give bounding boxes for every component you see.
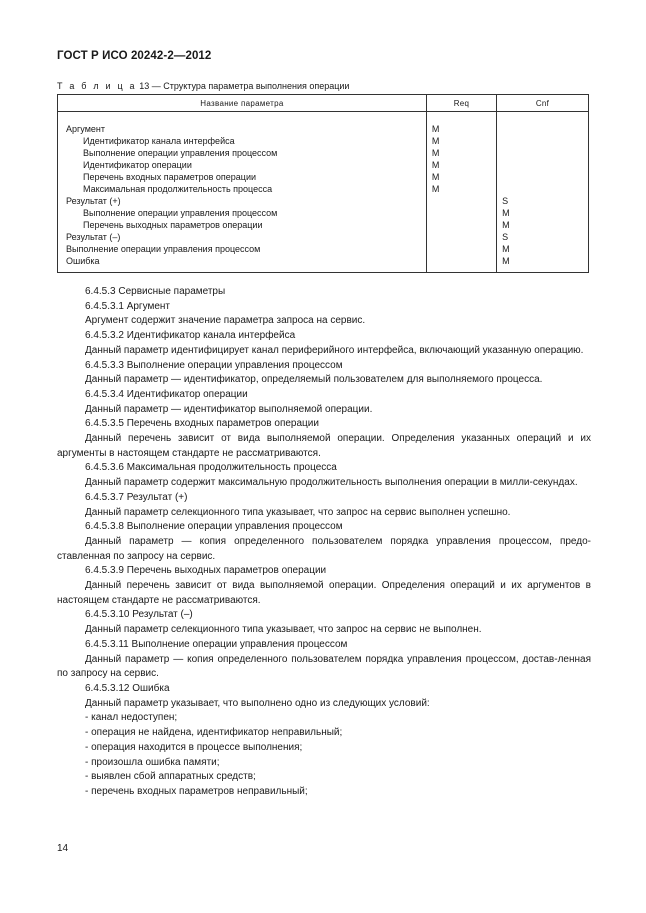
parameter-name: Перечень входных параметров операции: [83, 172, 257, 182]
paragraph: 6.4.5.3.3 Выполнение операции управления процессом: [85, 359, 343, 371]
parameter-name: Перечень выходных параметров операции: [83, 220, 263, 230]
paragraph: 6.4.5.3.8 Выполнение операции управления процессом: [85, 521, 343, 533]
req-value: [427, 243, 496, 255]
cnf-value: [497, 123, 588, 135]
paragraph: 6.4.5.3.1 Аргумент: [85, 300, 171, 312]
cnf-value: [497, 171, 588, 183]
paragraph: Данный параметр — копия определенного пользователем порядка управления процессом, достав-ленная по запросу на сервис.: [57, 653, 591, 680]
cnf-column-cell: [497, 112, 589, 273]
paragraph: Данный параметр указывает, что выполнено одно из следующих условий:: [85, 697, 430, 709]
parameter-name: Аргумент: [66, 124, 105, 134]
req-value: M: [431, 136, 440, 146]
paragraph: 6.4.5.3.9 Перечень выходных параметров операции: [85, 565, 327, 577]
paragraph: Данный параметр идентифицирует канал периферийного интерфейса, включающий указанную операцию.: [85, 344, 584, 356]
cnf-value: [497, 135, 588, 147]
paragraph: 6.4.5.3.11 Выполнение операции управления процессом: [85, 638, 348, 650]
req-value: [427, 255, 496, 267]
req-value: M: [431, 172, 440, 182]
cnf-value: M: [502, 256, 510, 266]
req-value: M: [431, 148, 440, 158]
paragraph: 6.4.5.3.12 Ошибка: [85, 682, 170, 694]
paragraph: Данный параметр — копия определенного пользователем порядка управления процессом, предо-ставленная по запросу на сервис.: [57, 535, 591, 562]
parameter-name: Максимальная продолжительность процесса: [83, 184, 273, 194]
req-value: [427, 195, 496, 207]
paragraph: Данный параметр — идентификатор, определяемый пользователем для выполняемого процесса.: [85, 374, 543, 386]
cnf-value: M: [502, 208, 510, 218]
paragraph: Данный перечень зависит от вида выполняемой операции. Определения указанных операций и их аргументы в настоящем стандарте не рассматриваются.: [57, 433, 591, 459]
paragraph: 6.4.5.3.10 Результат (–): [85, 609, 193, 621]
paragraph: Данный параметр содержит максимальную продолжительность выполнения операции в милли-секундах.: [85, 477, 578, 489]
column-header-cnf: Cnf: [497, 95, 589, 112]
parameter-name: Результат (–): [66, 232, 121, 242]
parameter-name: Результат (+): [66, 196, 121, 206]
req-value: [427, 207, 496, 219]
parameter-name: Идентификатор операции: [83, 160, 192, 170]
document-body: [57, 285, 591, 800]
parameter-structure-table: [57, 94, 589, 273]
name-column-cell: [58, 112, 427, 273]
req-value: M: [431, 160, 440, 170]
req-value: [427, 231, 496, 243]
column-header-req: Req: [426, 95, 496, 112]
parameter-name: Выполнение операции управления процессом: [83, 208, 278, 218]
paragraph: - операция находится в процессе выполнения;: [85, 741, 303, 753]
cnf-value: M: [502, 244, 510, 254]
cnf-value: M: [502, 220, 510, 230]
parameter-name: Выполнение операции управления процессом: [66, 244, 261, 254]
table-body-row: [58, 112, 589, 273]
paragraph: - перечень входных параметров неправильный;: [85, 785, 308, 797]
table-caption-title: 13 — Структура параметра выполнения операции: [136, 81, 350, 91]
paragraph: 6.4.5.3.4 Идентификатор операции: [85, 388, 248, 400]
cnf-value: [497, 147, 588, 159]
paragraph: - канал недоступен;: [85, 712, 178, 724]
table-header-row: [58, 95, 589, 112]
paragraph: 6.4.5.3.6 Максимальная продолжительность процесса: [85, 462, 337, 474]
paragraph: 6.4.5.3.7 Результат (+): [85, 491, 188, 503]
paragraph: Данный параметр селекционного типа указывает, что запрос на сервис выполнен успешно.: [85, 506, 511, 518]
paragraph: Аргумент содержит значение параметра запроса на сервис.: [85, 315, 366, 327]
table-caption-prefix: Т а б л и ц а: [57, 81, 137, 91]
paragraph: - произошла ошибка памяти;: [85, 756, 220, 768]
cnf-value: [497, 183, 588, 195]
req-value: M: [431, 124, 440, 134]
document-header: ГОСТ Р ИСО 20242-2—2012: [57, 50, 212, 62]
paragraph: - операция не найдена, идентификатор неправильный;: [85, 727, 343, 739]
paragraph: Данный параметр — идентификатор выполняемой операции.: [85, 403, 373, 415]
column-header-name: Название параметра: [58, 95, 427, 112]
parameter-name: Идентификатор канала интерфейса: [83, 136, 235, 146]
paragraph: 6.4.5.3.5 Перечень входных параметров операции: [85, 418, 319, 430]
paragraph: Данный параметр селекционного типа указывает, что запрос на сервис не выполнен.: [85, 624, 482, 636]
req-column-cell: [426, 112, 496, 273]
paragraph: 6.4.5.3.2 Идентификатор канала интерфейса: [85, 330, 296, 342]
cnf-value: S: [502, 196, 509, 206]
parameter-name: Выполнение операции управления процессом: [83, 148, 278, 158]
req-value: M: [431, 184, 440, 194]
page-number: 14: [57, 843, 69, 854]
cnf-value: S: [502, 232, 509, 242]
parameter-name: Ошибка: [66, 256, 100, 266]
paragraph: Данный перечень зависит от вида выполняемой операции. Определения операций и их аргументов в настоящем стандарте не рассматриваются.: [57, 580, 591, 606]
req-value: [427, 219, 496, 231]
cnf-value: [497, 159, 588, 171]
table-caption: [57, 81, 349, 91]
paragraph: 6.4.5.3 Сервисные параметры: [85, 286, 226, 297]
paragraph: - выявлен сбой аппаратных средств;: [85, 771, 256, 783]
